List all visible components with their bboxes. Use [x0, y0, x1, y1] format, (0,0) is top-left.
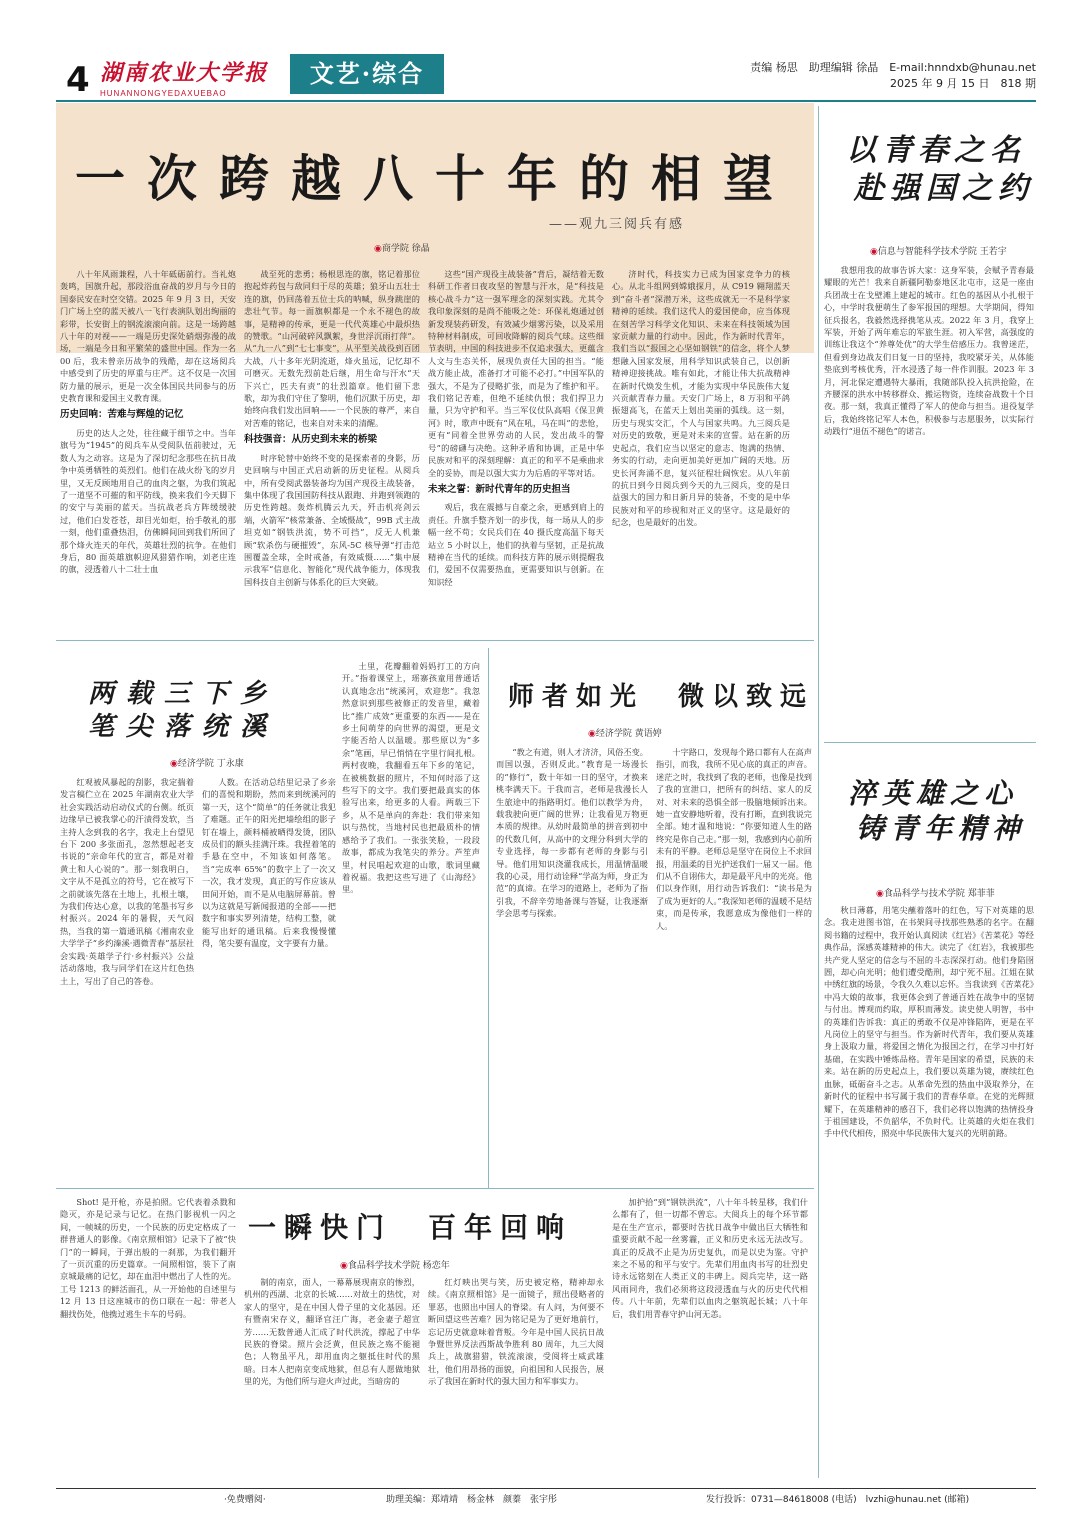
footer-contact: 发行投诉：0731—84618008 (电话) lvzhi@hunau.net (邮箱)	[706, 1495, 970, 1505]
section-subhead: 未来之誓：新时代青年的历史担当	[428, 483, 571, 495]
article-five-title-line1: 淬英雄之心	[848, 777, 1019, 810]
masthead	[100, 56, 280, 98]
row-divider	[56, 640, 814, 641]
article-three-column-2	[202, 776, 336, 1176]
editor-info	[750, 60, 1036, 92]
article-six-title: 一瞬快门 百年回响	[248, 1211, 573, 1244]
page-header	[56, 54, 1036, 100]
article-three-title-line1: 两载三下乡	[88, 679, 279, 709]
paragraph: 土里，花瓣翻着妈妈打工的方向开。”指着课堂上，瑶寨孩童用普通话认真地念出“统溪河，欢迎您”。我忽然意识到那些被修正的发音里，藏着比“推广成效”更重要的东西——是在乡土间萌芽的向世界的渴望，更是文字能否给人以温暖。那些原以为“多余”笔画，早已悄悄在字里行间扎根。两村夜晚，我翻看五年下乡的笔记，在被桃数据的照片，不知何时添了这些写下的文字。我们要把最真实的体验写出来，给更多的人看。两载三下乡，从不是单向的奔赴：我们带来知识与热忱，当地村民也把最质朴的情感给予了我们。一张张笑脸，一段段故事，都成为我笔尖的养分。芦笙声里，村民唱起欢迎的山歌，歌词里藏着祝福。我把这些写进了《山海经》里。	[342, 661, 480, 895]
masthead-subtitle: HUNANNONGYEDAXUEBAO	[100, 89, 227, 98]
paragraph: 红灯映出哭与笑，历史被定格，精神却永续。《南京照相馆》是一面镜子，照出侵略者的罪恶，也照出中国人的脊梁。有人问，为何要不断回望这些苦难？因为铭记是为了更好地前行，忘记历史就意味着背叛。今年是中国人民抗日战争暨世界反法西斯战争胜利 80 周年，九三大阅兵上，战旗猎猎，铁流滚滚，受阅将士威武雄壮，他们用昂扬的面貌，向祖国和人民报告，展示了我国在新时代的强大国力和军事实力。	[428, 1277, 604, 1387]
article-four-column-2	[656, 746, 812, 1176]
section-tag: 文艺·综合	[290, 54, 444, 94]
lead-article-column-4	[612, 268, 790, 630]
side-article-body	[824, 264, 1034, 732]
footer-divider	[56, 1488, 1036, 1489]
row-divider	[824, 742, 1036, 743]
header-divider	[56, 100, 1036, 102]
paragraph: 十字路口，发现每个路口都有人在高声指引，而我，我所不见心底的真正的声音。迷茫之时，我找到了我的老师，也像是找到了我的宣泄口，把所有的纠结、家人的反对、对未来的恐惧全部一股脑地倾诉出来。她一直安静地听着，没有打断，直到我说完全部。她才温和地说：“你要知道人生的路终究是你自己走。”那一刻，我感到内心前所未有的平静。老师总是坚守在岗位上不求回报，用温柔的目光护送我们一届又一届。他们从不自诩伟大，却是最平凡中的光亮。他们以身作则，用行动告诉我们：“读书是为了成为更好的人。”我深知老师的温暖不是结束，而是传承，我愿意成为像他们一样的人。	[656, 747, 812, 931]
lead-article-column-1	[60, 268, 236, 630]
article-three-column-1	[60, 776, 194, 1176]
section-subhead: 历史回响：苦难与辉煌的记忆	[60, 409, 184, 421]
side-article-title	[846, 132, 1034, 207]
column-divider	[488, 648, 489, 1188]
paragraph: 红观被风暴起的刮影，我定揣着发言稿伫立在 2025 年湖南农业大学社会实践活动启动仪式的台侧。纸页边缘早已被我掌心的汗渍得发软，当主持人念到我的名字，我走上台望见台下 200 多张面孔，忽然想起老支书说的“亲命年代的宣言，都是对着黄土和人心说的”。那一刻我明白，文字从不是孤立的符号，它在被写下之前就该先落在土地上，扎根土壤，为我们传达心意，以我的笔墨书写乡村振兴。2024 年的暑假，天气闷热，当我的第一篇通讯稿《湘南农业大学学子“乡约溱溪·遇微青春”基层社会实践·英雄学子行·乡村振兴》公益活动落地，我与同学们在这片红色热土上，写出了自己的答卷。	[60, 777, 194, 986]
side-article-byline: ◉ 信息与智能科学技术学院 王若宇	[870, 244, 1007, 257]
paragraph: 人数。在活动总结里记录了乡亲们的喜悦和期盼，然而来到统溪河的第一天，这个“简单”的任务就让我犯了难题。正午的阳光把墙绘组的影子钉在墙上，颜料桶被晒得发烫，团队成员们的额头挂满汗珠。我捏着笔的手悬在空中，不知该如何落笔。当“完成率 65%”的数字上了一次又一次，我才发现，真正的写作应该从田间开始，而不是从电脑屏幕前。曾以为这就是写新闻报道的全部——把数字和事实罗列清楚，结构工整，就能写出好的通讯稿。后来我慢慢懂得，笔尖要有温度，文字要有力量。	[202, 777, 336, 949]
lead-article-column-2	[244, 268, 420, 630]
article-three-column-3	[342, 660, 480, 1178]
paragraph: 秋日薄暮，用笔尖蘸着落叶的红色，写下对英雄的思念。我走进图书馆，在书架间寻找那些熟悉的名字。在翻阅书籍的过程中，我开始认真阅读《红岩》《苦菜花》等经典作品，深感英雄精神的伟大。读完了《红岩》，我被那些共产党人坚定的信念与不屈的斗志深深打动。他们身陷囹圄，却心向光明；他们遭受酷刑，却宁死不屈。江姐在狱中绣红旗的场景，令我久久难以忘怀。当我读到《苦菜花》中冯大娘的故事，我更体会到了普通百姓在战争中的坚韧与付出。博观而约取，厚积而薄发。读史使人明智，书中的英雄们告诉我：真正的勇敢不仅是冲锋陷阵，更是在平凡岗位上的坚守与担当。作为新时代青年，我们要从英雄身上汲取力量，将爱国之情化为报国之行，在学习中打好基础，在实践中锤炼品格。青年是国家的希望，民族的未来。站在新的历史起点上，我们要以英雄为镜，赓续红色血脉，砥砺奋斗之志。从革命先烈的热血中汲取养分，在新时代的征程中书写属于我们的青春华章。在党的光辉照耀下，在英雄精神的感召下，我们必将以饱满的热情投身于祖国建设，不负韶华，不负时代。让英雄的火炬在我们手中代代相传，照亮中华民族伟大复兴的光明前路。	[824, 905, 1034, 1139]
article-five-title	[848, 776, 1026, 846]
article-six-byline: ◉ 食品科学技术学院 杨恋年	[340, 1258, 450, 1271]
article-five-body	[824, 904, 1034, 1482]
paragraph: 这些“国产现役主战装备”背后，凝结着无数科研工作者日夜攻坚的智慧与汗水，是“科技是核心战斗力”这一强军理念的深刻实践。尤其令我印象深刻的是尚不能吸之处：环保礼炮通过创新发现装药研发，有效减少烟雾污染，以及采用特种材料制成，可回收降解的阅兵气球。这些细节表明，中国的科技进步不仅追求强大，更蕴含人文与生态关怀，展现负责任大国的担当。“能战方能止战，准备打才可能不必打。”中国军队的强大，不是为了侵略扩张，而是为了维护和平。我们铭记苦难，但绝不延续仇恨；我们捍卫力量，只为守护和平。当三军仪仗队高唱《保卫黄河》时，歌声中既有“风在吼，马在叫”的悲怆，更有“同着全世界劳动的人民，发出战斗的警号”的磅礴与决绝。这种矛盾和协调，正是中华民族对和平的深刻理解：真正的和平不是乘曲求全的妥协，而是以强大实力为后盾的平等对话。	[428, 269, 604, 478]
paragraph: 制的南京，面人，一幕幕展现南京的惨烈，机州的西湖、北京的长城……对故土的热忱，对家人的坚守，是在中国人骨子里的文化基因。还有暨南宋存义，翻译官汪广海，老金妻子超宣芳……无数普通人汇成了时代洪流，撑起了中华民族的脊梁。照片会泛黄，但民族之殇不能褪色；人物虽平凡，却用血肉之躯抵住时代的黑暗。日本人把南京变成地狱，但总有人愿做地狱里的光，为他们所与迎火声过此，当暗房的	[244, 1277, 420, 1387]
paragraph: 我想用我的故事告诉大家：这身军装，会赋予青春最耀眼的光芒！我来自新疆阿勒泰地区北屯市，这是一座由兵团战士在戈壁滩上建起的城市。红色的基因从小扎根于心，中学时我便萌生了参军报国的理想。大学期间，得知征兵报名，我毅然选择携笔从戎。2022 年 3 月，我穿上军装，开始了两年难忘的军旅生涯。初入军营，高强度的训练让我这个“养尊处优”的大学生倍感压力。我曾迷茫，但看到身边战友们日复一日的坚持，我咬紧牙关，从体能垫底到考核优秀，汗水浸透了每一件作训服。2023 年 3 月，河北保定遭遇特大暴雨，我随部队投入抗洪抢险，在齐腰深的洪水中转移群众、搬运物资，连续奋战数十个日夜。那一刻，我真正懂得了军人的使命与担当。退役复学后，我始终铭记军人本色，积极参与志愿服务，以实际行动践行“退伍不褪色”的诺言。	[824, 265, 1034, 437]
article-four-byline: ◉ 经济学院 黄语婷	[588, 726, 662, 739]
article-six-column-1	[60, 1196, 236, 1482]
article-six-column-3	[428, 1276, 604, 1482]
lead-article-byline: ◉ 商学院 徐晶	[374, 241, 430, 254]
column-divider	[818, 106, 819, 1478]
paragraph: Shot! 是开枪，亦是拍照。它代表着杀戮和隐灭，亦是记录与记忆。在热门影视机一闪之间，一帧城的历史，一个民族的历史定格成了一群普通人的影像。《南京照相馆》记录下了被“快门”的一瞬间，于弹出般的一刹那，为我们翻开了一页沉重的历史篇章。一间照相馆，装下了南京城最痛的记忆，却在血泪中燃出了人性的光。工号 1213 的鲜活面孔，从一开始他的自述里与 12 月 13 日这座城市的伤口联在一起：带老人翻找伤处，他携过逃生卡车的号码。	[60, 1197, 236, 1319]
side-article-title-line1: 以青春之名	[846, 133, 1026, 168]
article-five-byline: ◉ 食品科学与技术学院 郑菲菲	[876, 886, 995, 899]
paragraph: 济时代，科技实力已成为国家竞争力的核心。从北斗组网到嫦娥探月，从 C919 翱翔蓝天到“奋斗者”深潜万米，这些成就无一不是科学家精神的延续。我们这代人的爱国使命，应当体现在刻苦学习科学文化知识、未来在科技领域为国家贡献力量的行动中。因此，作为新时代青年，我们当以“报国之心坚如钢铁”的信念，将个人梦想融入国家发展，用科学知识武装自己，以创新精神迎接挑战。唯有如此，才能让伟大抗战精神在新时代焕发生机，才能为实现中华民族伟大复兴贡献青春力量。天安门广场上，8 万羽和平鸽振翅高飞，在蓝天上划出美丽的弧线。这一刻，历史与现实交汇，个人与国家共鸣。九三阅兵是对历史的致敬，更是对未来的宣誓。站在新的历史起点，我们应当以坚定的意志、饱满的热情、务实的行动，走向更加美好更加广阔的天地。历史长河奔涌不息，复兴征程壮阔恢宏。从八年前的抗日到今日阅兵到今天的九三阅兵，变的是日益强大的国力和日新月异的装备，不变的是中华民族对和平的珍视和对正义的坚守。这是最好的纪念，也是最好的出发。	[612, 269, 790, 528]
paragraph: 历史的达人之处，往往藏于细节之中。当年旗号为“1945”的阅兵车从受阅队伍前驶过，无数人为之动容。这是为了深切纪念那些在抗日战争中英勇牺牲的英烈们。他们在战火纷飞的岁月里，又无反顾地用自己的血肉之躯，为我们筑起了一道坚不可摧的和平防线，换来我们今天脚下的安宁与美丽的蓝天。当抗战老兵方阵缓缓驶过，他们白发苍苍，却目光如炬，抬手敬礼的那一刻，他们重叠热泪，仿佛瞬间回到我们所回了那个烽火连天的年代，英雄壮烈的抗争。在他们身后，80 面英雄旗帜迎风猎猎作响，刘老庄连的旗，浸透着八十二壮士血	[60, 427, 236, 575]
article-six-column-4	[612, 1196, 808, 1482]
editor-line: 责编 杨思 助理编辑 徐晶 E-mail:hnndxb@hunau.net	[750, 61, 1036, 74]
section-subhead: 科技强音：从历史到未来的桥梁	[244, 434, 378, 446]
lead-article-title: 一次跨越八十年的相望	[75, 149, 795, 208]
article-three-byline: ◉ 经济学院 丁永康	[170, 756, 244, 769]
paragraph: 战至死的悲勇；杨根思连的旗，铭记着那位抱起炸药包与敌同归于尽的英雄；狼牙山五壮士连的旗，仍回荡着五位士兵的呐喊，纵身跳崖的悲壮气节。每一面旗帜都是一个永不褪色的故事，是精神的传承，更是一代代英雄心中最炽热的赞歌。“山河破碎风飘絮，身世浮沉雨打萍”。从“九一八”到“七七事变”，从平型关战役到百团大战，八十多年光阴流逝，烽火虽远，记忆却不可磨灭。无数先烈前赴后继，用生命与汗水“天下兴亡，匹夫有责”的壮烈篇章。他们留下悲歌，却为我们守住了黎明，他们沉默于历史，却始终向我们发出回响——一个民族的尊严，来自对苦难的铭记，也来自对未来的清醒。	[244, 269, 420, 428]
lead-article-column-3	[428, 268, 604, 630]
paragraph: 观后，我在震撼与自豪之余，更感到肩上的责任。升旗手整齐划一的步伐，每一场从人的步幅一丝不苟；女民兵们在 40 摄氏度高温下每天站立 5 小时以上，他们的执着与坚韧，正是抗战精神在当代的延续。而科技方阵的展示则提醒我们，爱国不仅需要热血，更需要知识与创新。在知识经	[428, 502, 604, 587]
issue-date: 2025 年 9 月 15 日 818 期	[890, 77, 1036, 90]
paragraph: “教之有道，则人才济济，风俗丕变。而国以强，否则反此。”教育是一场漫长的“修行”，数十年如一日的坚守，才换来桃李满天下。于我而言，老师是我漫长人生旅途中的指路明灯。他们以教学为舟，载我驶向更广阔的世界；让我看见万物更本质的规律。从幼时最简单的拼音到初中的代数几何，从高中的文理分科到大学的专业选择，每一步都有老师的身影与引导。他们用知识浇灌我成长，用温情温暖我的心灵，用行动诠释“学高为师，身正为范”的真谛。在学习的道路上，老师为了指引我，不辞辛劳地备课与答疑，让我逐渐学会思考与探索。	[496, 747, 648, 919]
paragraph: 时序轮替中始终不变的是探索者的身影，历史回响与中国正式启动新的历史征程。从阅兵中，所有受阅武器装备均为国产现役主战装备，集中体现了我国国防科技从跟跑、并跑到领跑的历史性跨越。轰炸机腾云九天，歼击机亮剑云端，火箭军“核常兼备、全域慑战”，99B 式主战坦克如“钢铁洪流，势不可挡”，反无人机兼顾“软杀伤与硬摧毁”，东风-5C 核导弹“打击范围覆盖全球，全时戒备，有效威慑……”集中展示我军“信息化、智能化”现代战争能力，体现我国科技自主创新与体系化的巨大突破。	[244, 452, 420, 587]
article-three-title-line2: 笔尖落统溪	[88, 711, 279, 742]
page-number: 4	[66, 60, 90, 100]
paragraph: 八十年风雨兼程，八十年砥砺前行。当礼炮轰鸣，国旗升起，那段浴血奋战的岁月与今日的国泰民安在时空交错。2025 年 9 月 3 日，天安门广场上空的蓝天被八一飞行表演队划出绚丽的彩带，长安街上的钢流滚滚向前。这是一场跨越八十年的对视——一端是历史深处硝烟弥漫的战场，一端是今日和平繁荣的盛世中国。作为一名 00 后，我未曾亲历战争的残酷，却在这场阅兵中感受到了历史的厚重与庄严。这不仅是一次国防力量的展示，更是一次全体国民共同参与的历史教育课和爱国主义教育课。	[60, 269, 236, 404]
article-five-title-line2: 铸青年精神	[856, 812, 1027, 845]
article-four-title: 师者如光 微以致远	[508, 682, 815, 712]
paragraph: 加护拾“到”钢铁洪流”，八十年斗转星移，我们什么都有了，但一切都不曾忘。大阅兵上的每个环节都是在生产宣示，都要时告扰日战争中做出巨大牺牲和重要贡献不起一丝雾霾，正义和历史永远无法改写。真正的反战不止是为历史复仇，而是以史为鉴。守护来之不易的和平与安宁。先辈们用血肉书写的壮烈史诗永远铭刻在人类正义的丰碑上。阅兵完毕，这一路风雨同舟，我们必须将这段浸透血与火的历史代代相传。八十年前，先辈们以血肉之躯筑起长城；八十年后，我们用青春守护山河无恙。	[612, 1197, 808, 1319]
row-divider	[56, 1188, 814, 1189]
masthead-title: 湖南农业大学报	[100, 60, 269, 86]
lead-article-subtitle: ——观九三阅兵有感	[548, 217, 684, 232]
side-article-title-line2: 赴强国之约	[854, 170, 1034, 206]
article-three-title	[88, 678, 278, 743]
footer-designers: 助理美编：郑靖靖 杨金林 颜蓁 张宇彤	[386, 1495, 558, 1505]
footer-free-note: ·免费赠阅·	[224, 1495, 266, 1505]
article-four-column-1	[496, 746, 648, 1176]
article-six-column-2	[244, 1276, 420, 1482]
